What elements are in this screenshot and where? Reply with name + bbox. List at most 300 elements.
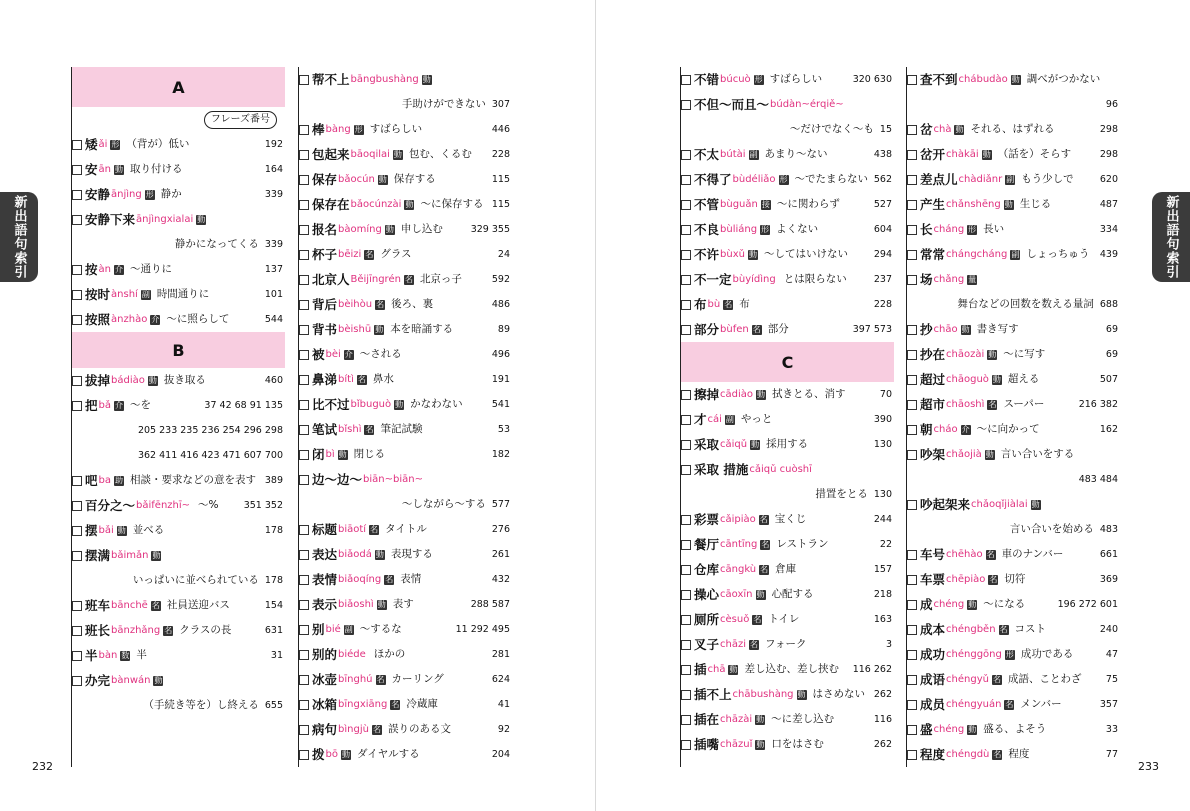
entry-pinyin: bō <box>325 749 338 760</box>
entry-page-refs: 624 <box>491 674 510 685</box>
checkbox[interactable] <box>907 250 917 260</box>
index-entry <box>72 307 287 332</box>
part-of-speech-badge: 動 <box>985 449 994 459</box>
entry-word: 岔开 <box>920 147 946 162</box>
entry-word: 冰壶 <box>312 672 338 687</box>
entry-pinyin: cǎipiào <box>720 514 756 525</box>
part-of-speech-badge: 形 <box>968 224 977 234</box>
checkbox[interactable] <box>681 250 691 260</box>
checkbox[interactable] <box>72 376 82 386</box>
checkbox[interactable] <box>681 690 691 700</box>
index-entry <box>72 282 287 307</box>
checkbox[interactable] <box>681 665 691 675</box>
index-entry <box>681 707 896 732</box>
entry-meaning: ～するな <box>359 623 402 635</box>
index-entry <box>907 642 1122 667</box>
entry-page-refs: 276 <box>491 524 510 535</box>
part-of-speech-badge: 動 <box>341 749 350 759</box>
part-of-speech-badge: 数 <box>121 650 130 660</box>
checkbox[interactable] <box>907 450 917 460</box>
checkbox[interactable] <box>299 300 309 310</box>
checkbox[interactable] <box>299 650 309 660</box>
entry-meaning: スーパー <box>1003 398 1045 410</box>
index-entry <box>299 617 514 642</box>
index-entry <box>907 242 1122 267</box>
entry-word: 比不过 <box>312 397 350 412</box>
entry-page-refs: 483 484 <box>1078 474 1118 485</box>
checkbox[interactable] <box>299 350 309 360</box>
entry-pinyin: ǎi <box>98 139 108 150</box>
entry-word: 抄 <box>920 322 933 337</box>
entry-meaning: 布 <box>739 298 750 310</box>
checkbox[interactable] <box>299 225 309 235</box>
checkbox[interactable] <box>907 275 917 285</box>
index-column-4 <box>907 67 1122 767</box>
checkbox[interactable] <box>907 350 917 360</box>
index-entry-continuation <box>72 232 287 257</box>
checkbox[interactable] <box>299 550 309 560</box>
part-of-speech-badge: 動 <box>154 675 163 685</box>
part-of-speech-badge: 名 <box>759 514 768 524</box>
entry-pinyin: bǎocúnzài <box>350 199 402 210</box>
entry-word: 办完 <box>85 673 111 688</box>
checkbox[interactable] <box>299 175 309 185</box>
page-number-left: 232 <box>32 760 53 773</box>
checkbox[interactable] <box>907 675 917 685</box>
part-of-speech-badge: 動 <box>114 164 123 174</box>
page-gutter <box>595 0 596 811</box>
part-of-speech-badge: 名 <box>391 699 400 709</box>
entry-page-refs: 298 <box>1099 149 1118 160</box>
part-of-speech-badge: 動 <box>729 664 738 674</box>
checkbox[interactable] <box>299 325 309 335</box>
entry-meaning: 静か <box>160 188 182 200</box>
checkbox[interactable] <box>907 325 917 335</box>
entry-meaning: いっぱいに並べられている <box>132 574 259 586</box>
checkbox[interactable] <box>72 190 82 200</box>
part-of-speech-badge: 名 <box>357 374 366 384</box>
entry-meaning: ～に差し込む <box>771 713 835 725</box>
part-of-speech-badge: 副 <box>344 624 353 634</box>
section-header: A <box>72 67 285 107</box>
index-entry <box>681 657 896 682</box>
index-column-1 <box>72 67 287 718</box>
entry-page-refs: 205 233 235 236 254 296 298 <box>137 425 283 436</box>
entry-word: 病句 <box>312 722 338 737</box>
index-entry <box>907 267 1122 292</box>
entry-meaning: 包む、くるむ <box>408 148 472 160</box>
checkbox[interactable] <box>72 290 82 300</box>
checkbox[interactable] <box>681 565 691 575</box>
entry-pinyin: chāzuǐ <box>720 739 753 750</box>
checkbox[interactable] <box>907 175 917 185</box>
entry-meaning: 言い合いをする <box>1000 448 1075 460</box>
index-entry <box>681 407 896 432</box>
checkbox[interactable] <box>681 175 691 185</box>
checkbox[interactable] <box>299 450 309 460</box>
checkbox[interactable] <box>907 600 917 610</box>
entry-page-refs: 228 <box>491 149 510 160</box>
entry-word: 产生 <box>920 197 946 212</box>
entry-pinyin: ānjìngxialai <box>136 214 194 225</box>
entry-word: 成本 <box>920 622 946 637</box>
index-entry <box>681 92 896 117</box>
entry-pinyin: chā <box>707 664 726 675</box>
entry-meaning: ～に向かって <box>976 423 1040 435</box>
checkbox[interactable] <box>72 526 82 536</box>
entry-meaning: 長い <box>983 223 1005 235</box>
index-entry-continuation <box>907 517 1122 542</box>
entry-pinyin: bǎi <box>98 525 114 536</box>
entry-word: 杯子 <box>312 247 338 262</box>
index-entry <box>72 543 287 568</box>
checkbox[interactable] <box>299 625 309 635</box>
side-tab-right: 新出語句索引 <box>1152 192 1190 282</box>
entry-meaning: 生じる <box>1019 198 1052 210</box>
index-entry <box>907 567 1122 592</box>
checkbox[interactable] <box>681 640 691 650</box>
part-of-speech-badge: 名 <box>404 274 413 284</box>
checkbox[interactable] <box>299 700 309 710</box>
part-of-speech-badge: 名 <box>999 624 1008 634</box>
entry-pinyin: chángcháng <box>946 249 1008 260</box>
index-entry <box>907 342 1122 367</box>
part-of-speech-badge: 副 <box>725 414 734 424</box>
entry-page-refs: 77 <box>1105 749 1118 760</box>
checkbox[interactable] <box>299 525 309 535</box>
entry-meaning: ほかの <box>373 648 406 660</box>
checkbox[interactable] <box>681 590 691 600</box>
index-entry <box>72 493 287 518</box>
entry-meaning: クラスの長 <box>179 624 232 636</box>
checkbox[interactable] <box>681 275 691 285</box>
index-entry <box>907 492 1122 517</box>
checkbox[interactable] <box>907 625 917 635</box>
entry-word: 冰箱 <box>312 697 338 712</box>
entry-meaning: 切符 <box>1004 573 1026 585</box>
entry-page-refs: 237 <box>873 274 892 285</box>
part-of-speech-badge: 動 <box>1004 199 1013 209</box>
checkbox[interactable] <box>907 725 917 735</box>
checkbox[interactable] <box>681 515 691 525</box>
checkbox[interactable] <box>72 601 82 611</box>
checkbox[interactable] <box>907 425 917 435</box>
index-entry-continuation <box>299 92 514 117</box>
checkbox[interactable] <box>681 300 691 310</box>
entry-word: 成员 <box>920 697 946 712</box>
index-entry <box>299 642 514 667</box>
entry-page-refs: 261 <box>491 549 510 560</box>
entry-meaning: 心配する <box>771 588 814 600</box>
checkbox[interactable] <box>72 651 82 661</box>
entry-meaning: メンバー <box>1020 698 1062 710</box>
checkbox[interactable] <box>907 575 917 585</box>
entry-meaning: 口をはさむ <box>771 738 824 750</box>
part-of-speech-badge: 形 <box>779 174 788 184</box>
entry-page-refs: 196 272 601 <box>1057 599 1118 610</box>
index-entry <box>299 592 514 617</box>
entry-word: 不太 <box>694 147 720 162</box>
entry-word: 朝 <box>920 422 933 437</box>
part-of-speech-badge: 動 <box>797 689 806 699</box>
checkbox[interactable] <box>907 700 917 710</box>
index-entry <box>681 457 896 482</box>
entry-pinyin: bù <box>707 299 721 310</box>
part-of-speech-badge: 名 <box>992 674 1001 684</box>
index-entry <box>681 217 896 242</box>
entry-word: 差点儿 <box>920 172 958 187</box>
checkbox[interactable] <box>299 250 309 260</box>
entry-page-refs: 116 <box>873 714 892 725</box>
entry-pinyin: bāoqilai <box>350 149 390 160</box>
entry-page-refs: 154 <box>264 600 283 611</box>
part-of-speech-badge: 動 <box>117 525 126 535</box>
checkbox[interactable] <box>299 575 309 585</box>
checkbox[interactable] <box>72 315 82 325</box>
index-entry <box>681 67 896 92</box>
entry-word: 布 <box>694 297 707 312</box>
checkbox[interactable] <box>72 265 82 275</box>
index-entry <box>299 192 514 217</box>
entry-meaning: 半 <box>136 649 147 661</box>
entry-word: 矮 <box>85 137 98 152</box>
entry-word: 被 <box>312 347 325 362</box>
entry-page-refs: 334 <box>1099 224 1118 235</box>
checkbox[interactable] <box>907 400 917 410</box>
entry-meaning: 冷蔵庫 <box>406 698 438 710</box>
entry-pinyin: bùyídìng <box>732 274 776 285</box>
index-entry-continuation <box>907 467 1122 492</box>
part-of-speech-badge: 名 <box>760 564 769 574</box>
entry-page-refs: 262 <box>873 739 892 750</box>
section-header: C <box>681 342 894 382</box>
checkbox[interactable] <box>72 551 82 561</box>
entry-word: 百分之～ <box>85 498 136 513</box>
checkbox[interactable] <box>299 600 309 610</box>
entry-meaning: ～に保存する <box>420 198 484 210</box>
checkbox[interactable] <box>72 476 82 486</box>
entry-page-refs: 389 <box>264 475 283 486</box>
index-entry-continuation <box>299 492 514 517</box>
index-entry <box>907 667 1122 692</box>
entry-meaning: 表す <box>392 598 414 610</box>
entry-word: 不良 <box>694 222 720 237</box>
entry-pinyin: chǎnshēng <box>946 199 1001 210</box>
entry-pinyin: bùliáng <box>720 224 758 235</box>
index-entry <box>681 242 896 267</box>
index-entry <box>72 157 287 182</box>
entry-meaning: グラス <box>380 248 412 260</box>
checkbox[interactable] <box>907 550 917 560</box>
checkbox[interactable] <box>907 75 917 85</box>
index-entry <box>681 192 896 217</box>
index-entry <box>299 567 514 592</box>
entry-page-refs: 115 <box>491 174 510 185</box>
part-of-speech-badge: 形 <box>111 139 120 149</box>
entry-pinyin: bùguǎn <box>720 199 758 210</box>
entry-word: 棒 <box>312 122 325 137</box>
entry-pinyin: chābushàng <box>732 689 794 700</box>
checkbox[interactable] <box>681 415 691 425</box>
checkbox[interactable] <box>907 200 917 210</box>
part-of-speech-badge: 名 <box>370 524 379 534</box>
entry-word: 安静 <box>85 187 111 202</box>
part-of-speech-badge: 動 <box>377 599 386 609</box>
part-of-speech-badge: 形 <box>761 224 770 234</box>
entry-meaning: ～でたまらない <box>794 173 869 185</box>
index-entry <box>299 317 514 342</box>
checkbox[interactable] <box>72 140 82 150</box>
checkbox[interactable] <box>907 125 917 135</box>
index-entry <box>299 167 514 192</box>
checkbox[interactable] <box>681 540 691 550</box>
entry-meaning: ～になる <box>983 598 1026 610</box>
checkbox[interactable] <box>72 165 82 175</box>
entry-pinyin: chāozài <box>946 349 985 360</box>
checkbox[interactable] <box>681 615 691 625</box>
entry-page-refs: 192 <box>264 139 283 150</box>
entry-pinyin: bīnghú <box>338 674 373 685</box>
checkbox[interactable] <box>681 100 691 110</box>
index-entry <box>299 667 514 692</box>
entry-meaning: 時間通りに <box>156 288 210 300</box>
entry-meaning: かなわない <box>410 398 463 410</box>
checkbox[interactable] <box>681 715 691 725</box>
entry-meaning: 部分 <box>767 323 789 335</box>
part-of-speech-badge: 名 <box>1005 699 1014 709</box>
checkbox[interactable] <box>72 215 82 225</box>
checkbox[interactable] <box>907 750 917 760</box>
part-of-speech-badge: 名 <box>753 614 762 624</box>
part-of-speech-badge: 動 <box>955 124 964 134</box>
index-entry <box>907 417 1122 442</box>
part-of-speech-badge: 動 <box>1031 499 1040 509</box>
entry-meaning: ～に関わらず <box>776 198 840 210</box>
checkbox[interactable] <box>299 75 309 85</box>
entry-pinyin: cháo <box>933 424 958 435</box>
entry-meaning: 舞台などの回数を数える量詞 <box>957 298 1094 310</box>
entry-pinyin: chǎojià <box>946 449 982 460</box>
entry-meaning: それる、はずれる <box>970 123 1055 135</box>
entry-word: 不但～而且～ <box>694 97 770 112</box>
entry-meaning: 成功である <box>1020 648 1074 660</box>
index-entry <box>907 167 1122 192</box>
checkbox[interactable] <box>681 200 691 210</box>
checkbox[interactable] <box>72 501 82 511</box>
entry-word: 餐厅 <box>694 537 720 552</box>
checkbox[interactable] <box>299 375 309 385</box>
entry-meaning: しょっちゅう <box>1026 248 1090 260</box>
entry-word: 按照 <box>85 312 111 327</box>
index-entry-continuation <box>72 693 287 718</box>
checkbox[interactable] <box>72 401 82 411</box>
entry-meaning: 成語、ことわざ <box>1007 673 1082 685</box>
checkbox[interactable] <box>681 150 691 160</box>
entry-page-refs: 339 <box>264 239 283 250</box>
entry-word: 保存在 <box>312 197 350 212</box>
checkbox[interactable] <box>681 390 691 400</box>
entry-page-refs: 163 <box>873 614 892 625</box>
entry-pinyin: bàn <box>98 650 118 661</box>
part-of-speech-badge: 動 <box>988 349 997 359</box>
entry-word: 盛 <box>920 722 933 737</box>
part-of-speech-badge: 動 <box>1011 74 1020 84</box>
checkbox[interactable] <box>72 626 82 636</box>
entry-pinyin: cèsuǒ <box>720 614 750 625</box>
entry-pinyin: bǎocún <box>338 174 375 185</box>
entry-word: 按 <box>85 262 98 277</box>
checkbox[interactable] <box>681 75 691 85</box>
part-of-speech-badge: 接 <box>761 199 770 209</box>
entry-meaning: （手続き等を）し終える <box>143 699 259 711</box>
index-entry <box>681 632 896 657</box>
entry-page-refs: 47 <box>1105 649 1118 660</box>
entry-page-refs: 191 <box>491 374 510 385</box>
checkbox[interactable] <box>681 440 691 450</box>
checkbox[interactable] <box>299 150 309 160</box>
checkbox[interactable] <box>681 325 691 335</box>
entry-page-refs: 661 <box>1099 549 1118 560</box>
checkbox[interactable] <box>681 225 691 235</box>
entry-page-refs: 115 <box>491 199 510 210</box>
entry-pinyin: biāotí <box>338 524 367 535</box>
part-of-speech-badge: 動 <box>395 399 404 409</box>
entry-page-refs: 182 <box>491 449 510 460</box>
checkbox[interactable] <box>681 465 691 475</box>
entry-meaning: ～だけでなく～も <box>789 123 874 135</box>
checkbox[interactable] <box>299 725 309 735</box>
checkbox[interactable] <box>299 675 309 685</box>
checkbox[interactable] <box>907 500 917 510</box>
part-of-speech-badge: 名 <box>761 539 770 549</box>
part-of-speech-badge: 動 <box>148 375 157 385</box>
checkbox[interactable] <box>907 375 917 385</box>
entry-word: 不一定 <box>694 272 732 287</box>
checkbox[interactable] <box>299 125 309 135</box>
checkbox[interactable] <box>299 400 309 410</box>
entry-pinyin: chéng <box>933 599 965 610</box>
entry-word: 不错 <box>694 72 720 87</box>
checkbox[interactable] <box>299 275 309 285</box>
entry-word: 仓库 <box>694 562 720 577</box>
checkbox[interactable] <box>299 475 309 485</box>
checkbox[interactable] <box>299 425 309 435</box>
part-of-speech-badge: 名 <box>724 299 733 309</box>
entry-word: 厕所 <box>694 612 720 627</box>
entry-word: 边～边～ <box>312 472 363 487</box>
index-entry <box>299 217 514 242</box>
entry-word: 吵架 <box>920 447 946 462</box>
entry-page-refs: 157 <box>873 564 892 575</box>
entry-word: 表示 <box>312 597 338 612</box>
entry-page-refs: 96 <box>1105 99 1118 110</box>
part-of-speech-badge: 動 <box>393 149 402 159</box>
entry-page-refs: 362 411 416 423 471 607 700 <box>137 450 283 461</box>
checkbox[interactable] <box>72 676 82 686</box>
checkbox[interactable] <box>907 650 917 660</box>
part-of-speech-badge: 介 <box>344 349 353 359</box>
checkbox[interactable] <box>681 740 691 750</box>
index-entry <box>299 267 514 292</box>
entry-word: 包起来 <box>312 147 350 162</box>
entry-word: 部分 <box>694 322 720 337</box>
entry-pinyin: bùdéliǎo <box>732 174 776 185</box>
checkbox[interactable] <box>299 750 309 760</box>
checkbox[interactable] <box>907 225 917 235</box>
entry-page-refs: 130 <box>873 439 892 450</box>
checkbox[interactable] <box>299 200 309 210</box>
checkbox[interactable] <box>907 150 917 160</box>
